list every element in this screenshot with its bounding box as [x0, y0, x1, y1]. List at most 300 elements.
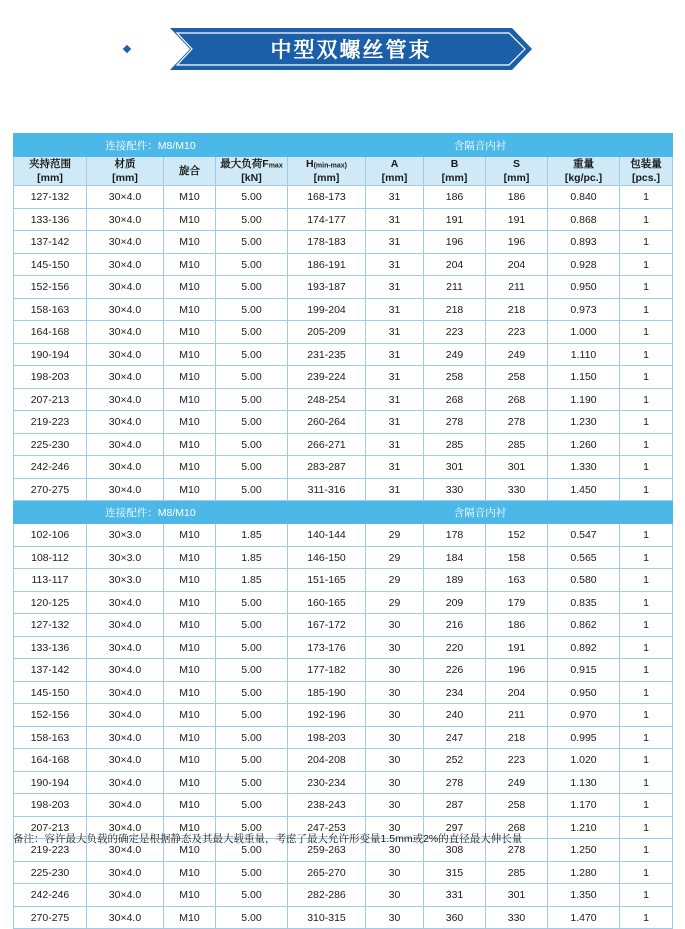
table-cell: 1 [620, 411, 673, 434]
table-cell: 211 [424, 276, 486, 299]
table-cell: 1 [620, 636, 673, 659]
table-cell: M10 [164, 343, 216, 366]
column-header-unit: [mm] [37, 172, 63, 185]
table-cell: 168-173 [288, 186, 366, 209]
table-row [14, 569, 673, 592]
table-row [14, 906, 673, 929]
page-banner [0, 0, 685, 92]
table-row [14, 861, 673, 884]
table-cell: 242-246 [14, 884, 87, 907]
table-cell: 140-144 [288, 524, 366, 547]
table-cell: 1 [620, 208, 673, 231]
table-cell: M10 [164, 524, 216, 547]
table-cell: 5.00 [216, 366, 288, 389]
table-cell: 1.85 [216, 569, 288, 592]
table-cell: 127-132 [14, 614, 87, 637]
table-cell: M10 [164, 771, 216, 794]
table-cell: 204-208 [288, 749, 366, 772]
table-cell: 184 [424, 546, 486, 569]
column-header-unit: [mm] [441, 172, 468, 185]
table-cell: M10 [164, 321, 216, 344]
table-row [14, 433, 673, 456]
table-cell: 30 [366, 749, 424, 772]
table-cell: 1.210 [548, 816, 620, 839]
table-cell: 30 [366, 906, 424, 929]
table-cell: 1 [620, 524, 673, 547]
table-cell: 1.470 [548, 906, 620, 929]
column-header-s [486, 157, 548, 186]
column-header-label: 最大负荷Fmax [220, 158, 283, 170]
table-cell: 1.020 [548, 749, 620, 772]
table-cell: 207-213 [14, 388, 87, 411]
table-cell: 31 [366, 478, 424, 501]
table-cell: 191 [486, 208, 548, 231]
table-row [14, 726, 673, 749]
table-cell: 252 [424, 749, 486, 772]
table-cell: 127-132 [14, 186, 87, 209]
table-cell: M10 [164, 569, 216, 592]
table-cell: 30×4.0 [87, 478, 164, 501]
table-row [14, 343, 673, 366]
table-cell: 315 [424, 861, 486, 884]
table-cell: 1 [620, 794, 673, 817]
table-cell: 5.00 [216, 884, 288, 907]
table-cell: 29 [366, 569, 424, 592]
column-header-unit: [mm] [503, 172, 530, 185]
table-row [14, 636, 673, 659]
table-cell: 247-253 [288, 816, 366, 839]
table-cell: 164-168 [14, 749, 87, 772]
table-cell: 30 [366, 771, 424, 794]
column-header-label: 包装量 [630, 158, 662, 170]
table-cell: M10 [164, 208, 216, 231]
table-cell: 1 [620, 186, 673, 209]
column-header-subscript: (min-max) [313, 162, 348, 170]
table-cell: 1.170 [548, 794, 620, 817]
table-cell: 5.00 [216, 906, 288, 929]
table-cell: 31 [366, 366, 424, 389]
table-cell: 186-191 [288, 253, 366, 276]
table-cell: 31 [366, 343, 424, 366]
table-cell: 30 [366, 861, 424, 884]
column-header-unit: [mm] [381, 172, 408, 185]
table-cell: 1 [620, 231, 673, 254]
table-cell: 30×4.0 [87, 839, 164, 862]
table-cell: M10 [164, 659, 216, 682]
table-cell: 0.893 [548, 231, 620, 254]
table-cell: 1 [620, 591, 673, 614]
table-cell: 0.995 [548, 726, 620, 749]
table-cell: 5.00 [216, 456, 288, 479]
table-cell: 211 [486, 276, 548, 299]
table-cell: 218 [486, 298, 548, 321]
table-cell: 1 [620, 478, 673, 501]
table-cell: M10 [164, 253, 216, 276]
column-header-label: 夹持范围 [29, 158, 71, 170]
group-header-row [14, 501, 673, 524]
table-cell: 330 [424, 478, 486, 501]
group-header-left: 连接配件：M8/M10 [14, 501, 288, 524]
table-cell: M10 [164, 456, 216, 479]
table-cell: 31 [366, 411, 424, 434]
table-cell: 198-203 [288, 726, 366, 749]
table-row [14, 884, 673, 907]
table-cell: 198-203 [14, 794, 87, 817]
column-header-b [424, 157, 486, 186]
column-header-max-load [216, 157, 288, 186]
table-cell: M10 [164, 411, 216, 434]
table-cell: 1 [620, 681, 673, 704]
table-cell: 285 [486, 861, 548, 884]
page-title: 中型双螺丝管束 [270, 38, 432, 62]
footnote: 备注：容许最大负载的确定是根据静态及其最大载重量，考虑了最大允许形变量1.5mm或2%的直径最大伸长量 [13, 833, 523, 845]
table-cell: 5.00 [216, 614, 288, 637]
column-header-unit: [kg/pc.] [564, 172, 603, 185]
table-cell: 205-209 [288, 321, 366, 344]
table-cell: 30 [366, 839, 424, 862]
table-cell: 330 [486, 906, 548, 929]
table-row [14, 208, 673, 231]
table-cell: 1 [620, 433, 673, 456]
table-cell: 31 [366, 186, 424, 209]
column-header-label: S [512, 158, 520, 170]
table-cell: 258 [424, 366, 486, 389]
table-cell: 5.00 [216, 208, 288, 231]
table-cell: 30×4.0 [87, 771, 164, 794]
group-header-right: 含隔音内衬 [288, 134, 673, 157]
table-cell: 30×4.0 [87, 794, 164, 817]
table-cell: 30×4.0 [87, 704, 164, 727]
table-cell: 0.892 [548, 636, 620, 659]
table-cell: 1 [620, 861, 673, 884]
table-cell: 30×4.0 [87, 636, 164, 659]
table-cell: 219-223 [14, 411, 87, 434]
table-cell: 174-177 [288, 208, 366, 231]
table-cell: 1 [620, 253, 673, 276]
table-cell: 30 [366, 659, 424, 682]
table-cell: 120-125 [14, 591, 87, 614]
table-cell: 31 [366, 456, 424, 479]
table-cell: 29 [366, 524, 424, 547]
table-cell: 301 [486, 884, 548, 907]
table-cell: 5.00 [216, 433, 288, 456]
table-cell: 278 [424, 771, 486, 794]
table-cell: 1.350 [548, 884, 620, 907]
table-cell: 5.00 [216, 591, 288, 614]
table-row [14, 478, 673, 501]
table-cell: 30×4.0 [87, 321, 164, 344]
table-cell: 0.565 [548, 546, 620, 569]
table-cell: 301 [424, 456, 486, 479]
column-header-clamp-range [14, 157, 87, 186]
column-header-unit: [mm] [313, 172, 340, 185]
table-row [14, 524, 673, 547]
table-cell: 173-176 [288, 636, 366, 659]
table-cell: 218 [486, 726, 548, 749]
table-cell: M10 [164, 478, 216, 501]
table-cell: 145-150 [14, 253, 87, 276]
table-cell: 30×3.0 [87, 569, 164, 592]
table-cell: 310-315 [288, 906, 366, 929]
table-cell: 268 [486, 388, 548, 411]
table-cell: 270-275 [14, 478, 87, 501]
table-cell: 191 [424, 208, 486, 231]
table-cell: 108-112 [14, 546, 87, 569]
table-row [14, 771, 673, 794]
table-cell: 5.00 [216, 388, 288, 411]
table-cell: 30×4.0 [87, 681, 164, 704]
table-cell: 219-223 [14, 839, 87, 862]
table-cell: 1 [620, 321, 673, 344]
table-cell: 249 [424, 343, 486, 366]
table-cell: 167-172 [288, 614, 366, 637]
table-cell: 1 [620, 614, 673, 637]
table-cell: 360 [424, 906, 486, 929]
table-cell: 158-163 [14, 298, 87, 321]
table-cell: 1 [620, 839, 673, 862]
table-cell: 234 [424, 681, 486, 704]
table-cell: 190-194 [14, 343, 87, 366]
table-cell: 1 [620, 906, 673, 929]
table-cell: 331 [424, 884, 486, 907]
column-header-weight [548, 157, 620, 186]
group-header-row [14, 134, 673, 157]
table-cell: 5.00 [216, 861, 288, 884]
column-header-label: 材质 [114, 158, 136, 170]
table-cell: M10 [164, 681, 216, 704]
table-cell: 1 [620, 816, 673, 839]
table-cell: 5.00 [216, 253, 288, 276]
table-cell: 330 [486, 478, 548, 501]
table-cell: 192-196 [288, 704, 366, 727]
table-cell: 152-156 [14, 276, 87, 299]
table-cell: 0.547 [548, 524, 620, 547]
table-cell: 283-287 [288, 456, 366, 479]
section-2-rows [14, 524, 673, 929]
table-cell: 1 [620, 569, 673, 592]
table-cell: 1.190 [548, 388, 620, 411]
table-cell: M10 [164, 794, 216, 817]
table-cell: 158-163 [14, 726, 87, 749]
table-cell: 30 [366, 636, 424, 659]
table-cell: 220 [424, 636, 486, 659]
table-cell: 31 [366, 321, 424, 344]
table-cell: 30 [366, 614, 424, 637]
table-cell: 198-203 [14, 366, 87, 389]
table-cell: 177-182 [288, 659, 366, 682]
table-cell: 146-150 [288, 546, 366, 569]
table-cell: 199-204 [288, 298, 366, 321]
column-header-packing [620, 157, 673, 186]
column-header-a [366, 157, 424, 186]
table-cell: 30 [366, 704, 424, 727]
table-cell: 266-271 [288, 433, 366, 456]
table-cell: 1 [620, 546, 673, 569]
table-cell: 5.00 [216, 321, 288, 344]
table-cell: 278 [486, 411, 548, 434]
table-cell: M10 [164, 704, 216, 727]
table-cell: 0.580 [548, 569, 620, 592]
table-cell: 163 [486, 569, 548, 592]
table-cell: M10 [164, 231, 216, 254]
table-cell: 186 [424, 186, 486, 209]
table-cell: 0.973 [548, 298, 620, 321]
table-cell: 31 [366, 276, 424, 299]
table-cell: 5.00 [216, 794, 288, 817]
column-header-row [14, 157, 673, 186]
table-cell: 30×4.0 [87, 208, 164, 231]
table-cell: 265-270 [288, 861, 366, 884]
table-cell: 301 [486, 456, 548, 479]
table-cell: 137-142 [14, 231, 87, 254]
table-cell: 0.950 [548, 276, 620, 299]
table-row [14, 388, 673, 411]
table-cell: 30×4.0 [87, 433, 164, 456]
section-1-rows [14, 186, 673, 501]
table-cell: 268 [486, 816, 548, 839]
table-cell: 223 [424, 321, 486, 344]
table-cell: 30×4.0 [87, 186, 164, 209]
table-cell: 30×4.0 [87, 906, 164, 929]
table-cell: 204 [486, 253, 548, 276]
table-cell: 1.85 [216, 524, 288, 547]
table-cell: 30×4.0 [87, 726, 164, 749]
table-row [14, 749, 673, 772]
table-cell: 1 [620, 884, 673, 907]
table-cell: 242-246 [14, 456, 87, 479]
table-row [14, 411, 673, 434]
table-cell: 133-136 [14, 208, 87, 231]
table-cell: 225-230 [14, 861, 87, 884]
table-cell: 30 [366, 816, 424, 839]
table-cell: 1 [620, 749, 673, 772]
table-cell: 0.915 [548, 659, 620, 682]
table-cell: 5.00 [216, 659, 288, 682]
table-cell: 186 [486, 186, 548, 209]
table-cell: 207-213 [14, 816, 87, 839]
table-cell: 137-142 [14, 659, 87, 682]
table-cell: 5.00 [216, 681, 288, 704]
column-header-label: A [390, 158, 399, 170]
table-cell: M10 [164, 546, 216, 569]
table-cell: 0.840 [548, 186, 620, 209]
table-cell: 160-165 [288, 591, 366, 614]
table-row [14, 298, 673, 321]
table-cell: 216 [424, 614, 486, 637]
table-cell: 204 [486, 681, 548, 704]
table-cell: 178 [424, 524, 486, 547]
table-cell: 151-165 [288, 569, 366, 592]
table-cell: 226 [424, 659, 486, 682]
table-cell: M10 [164, 186, 216, 209]
table-cell: 30×3.0 [87, 524, 164, 547]
table-cell: 196 [486, 659, 548, 682]
column-header-label: 重量 [573, 158, 594, 170]
table-cell: 247 [424, 726, 486, 749]
table-cell: 1 [620, 771, 673, 794]
table-cell: 1 [620, 726, 673, 749]
table-cell: 1.230 [548, 411, 620, 434]
table-cell: 285 [424, 433, 486, 456]
table-cell: 1 [620, 456, 673, 479]
table-cell: 0.928 [548, 253, 620, 276]
table-cell: 30×4.0 [87, 276, 164, 299]
table-cell: 190-194 [14, 771, 87, 794]
table-row [14, 231, 673, 254]
table-cell: 1.450 [548, 478, 620, 501]
table-row [14, 456, 673, 479]
table-cell: 282-286 [288, 884, 366, 907]
table-row [14, 614, 673, 637]
table-cell: 218 [424, 298, 486, 321]
table-cell: 1.85 [216, 546, 288, 569]
table-cell: 1 [620, 343, 673, 366]
table-cell: 258 [486, 366, 548, 389]
table-cell: 223 [486, 321, 548, 344]
table-cell: 30×4.0 [87, 591, 164, 614]
table-cell: 113-117 [14, 569, 87, 592]
table-cell: 30×4.0 [87, 231, 164, 254]
table-cell: 287 [424, 794, 486, 817]
table-cell: 223 [486, 749, 548, 772]
table-cell: 1.130 [548, 771, 620, 794]
table-cell: M10 [164, 388, 216, 411]
table-cell: 5.00 [216, 231, 288, 254]
spec-table [13, 133, 673, 929]
table-cell: 30 [366, 681, 424, 704]
table-row [14, 659, 673, 682]
table-cell: 31 [366, 231, 424, 254]
table-cell: 0.868 [548, 208, 620, 231]
table-cell: 5.00 [216, 186, 288, 209]
table-cell: 30×4.0 [87, 456, 164, 479]
table-cell: 259-263 [288, 839, 366, 862]
table-cell: 285 [486, 433, 548, 456]
table-cell: 0.950 [548, 681, 620, 704]
table-cell: 249 [486, 771, 548, 794]
table-row [14, 704, 673, 727]
table-cell: 164-168 [14, 321, 87, 344]
table-cell: 5.00 [216, 343, 288, 366]
table-cell: 1.260 [548, 433, 620, 456]
table-cell: 152-156 [14, 704, 87, 727]
table-cell: 278 [486, 839, 548, 862]
table-cell: 30×4.0 [87, 659, 164, 682]
table-cell: 185-190 [288, 681, 366, 704]
table-cell: 260-264 [288, 411, 366, 434]
table-cell: 30 [366, 884, 424, 907]
table-cell: 31 [366, 208, 424, 231]
table-row [14, 366, 673, 389]
table-cell: 268 [424, 388, 486, 411]
table-cell: M10 [164, 298, 216, 321]
table-cell: 5.00 [216, 704, 288, 727]
table-cell: 31 [366, 388, 424, 411]
table-cell: 5.00 [216, 726, 288, 749]
spec-table-container [13, 133, 672, 929]
table-cell: 0.835 [548, 591, 620, 614]
table-cell: 278 [424, 411, 486, 434]
table-cell: 238-243 [288, 794, 366, 817]
table-cell: 230-234 [288, 771, 366, 794]
table-cell: 270-275 [14, 906, 87, 929]
table-cell: 186 [486, 614, 548, 637]
column-header-unit: [pcs.] [632, 172, 661, 185]
table-cell: M10 [164, 636, 216, 659]
table-row [14, 591, 673, 614]
table-cell: 5.00 [216, 636, 288, 659]
table-cell: 29 [366, 591, 424, 614]
